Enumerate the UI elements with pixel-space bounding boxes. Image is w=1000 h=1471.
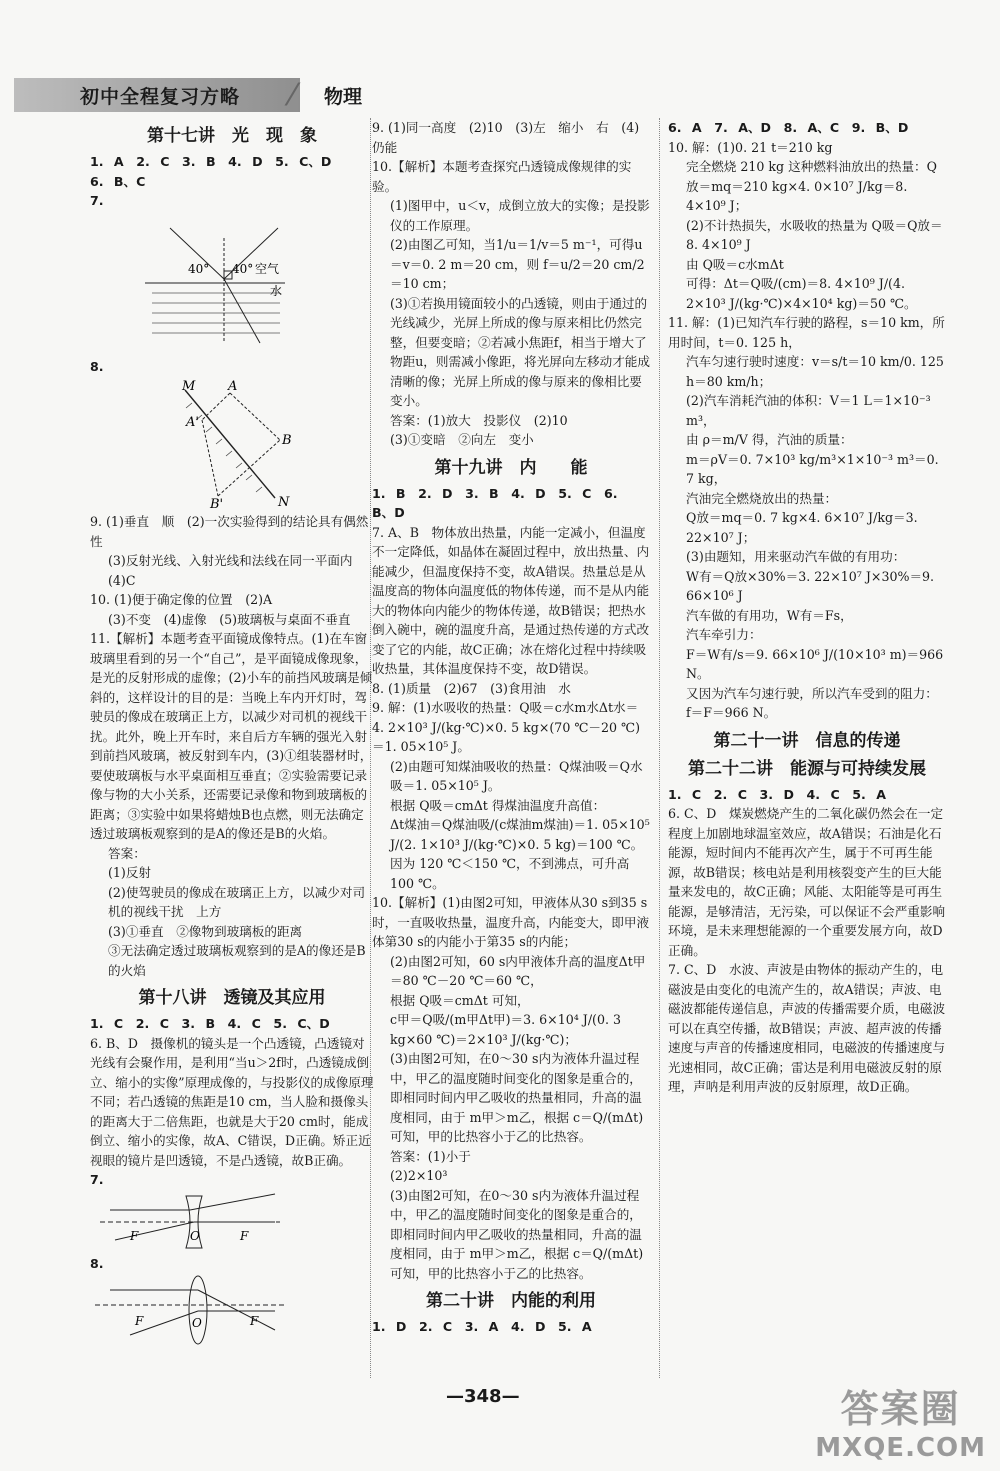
answer-text: 9. 解：(1)水吸收的热量：Q吸＝c水m水Δt水＝4. 2×10³ J/(kg·℃)×0. 5 kg×(70 ℃－20 ℃)＝1. 05×10⁵ J。 (372, 700, 641, 754)
answer-text: 11. 解：(1)已知汽车行驶的路程，s＝10 km，所用时间，t＝0. 125 h， (668, 315, 945, 350)
column-divider-2 (659, 118, 660, 1378)
answer-line: 1. C 2. C 3. B 4. C 5. C、D (90, 1016, 330, 1031)
answer-text: f＝F＝966 N。 (686, 705, 777, 720)
question-label: 8. (90, 358, 104, 374)
convex-lens-diagram (90, 1275, 290, 1345)
water-hatching (152, 293, 280, 333)
angle-label: 40° (232, 261, 254, 276)
answer-text: 完全燃烧 210 kg 这种燃料油放出的热量：Q放＝mq＝210 kg×4. 0×10⁷ J/kg＝8. 4×10⁹ J； (686, 159, 937, 213)
answer-text: Q放＝mq＝0. 7 kg×4. 6×10⁷ J/kg＝3. 22×10⁷ J； (686, 510, 918, 545)
answer-text: (2)由题可知煤油吸收的热量：Q煤油吸＝Q水吸＝1. 05×10⁵ J。 (390, 758, 643, 793)
answer-text: 因为 120 ℃＜150 ℃，不到沸点，可升高 100 ℃。 (390, 856, 630, 891)
light-ray (115, 1222, 194, 1240)
answer-line: 1. A 2. C 3. B 4. D 5. C、D (90, 154, 332, 169)
answer-label: 答案： (108, 845, 146, 861)
point-label: B' (210, 497, 224, 512)
answer-text: 9. (1)同一高度 (2)10 (3)左 缩小 右 (4)仍能 (372, 120, 640, 155)
point-label: M (182, 379, 196, 394)
answer-text: 答案：(1)小于 (390, 1148, 471, 1164)
question-label: 7. (90, 193, 104, 208)
answer-text: 汽车牵引力： (686, 627, 762, 642)
answer-text: ③无法确定透过玻璃板观察到的是A的像还是B的火焰 (108, 943, 366, 978)
answer-text: 又因为汽车匀速行驶，所以汽车受到的阻力： (686, 685, 938, 701)
answer-text: (3)不变 (4)虚像 (5)玻璃板与桌面不垂直 (108, 611, 351, 627)
answer-text: 10. (1)便于确定像的位置 (2)A (90, 592, 273, 607)
focus-label: F (130, 1228, 139, 1243)
answer-text: F＝W有/s＝9. 66×10⁶ J/(10×10³ m)＝966 N。 (686, 646, 944, 681)
answer-text: (3)由题知，用来驱动汽车做的有用功： (686, 549, 906, 564)
answer-line: 1. C 2. C 3. D 4. C 5. A (668, 786, 886, 802)
section-title-22: 第二十二讲 能源与可持续发展 (688, 758, 926, 779)
answer-text: 汽车做的有用功，W有＝Fs， (686, 607, 853, 623)
section-title-17: 第十七讲 光 现 象 (147, 126, 317, 146)
guide-line (230, 393, 280, 440)
point-label: A' (186, 415, 199, 430)
center-label: O (190, 1228, 200, 1243)
answer-text: (2)使驾驶员的像成在玻璃正上方，以减少对司机的视线干扰 上方 (108, 884, 366, 919)
answer-line: 1. D 2. C 3. A 4. D 5. A (372, 1319, 592, 1334)
watermark-url: MXQE.COM (815, 1433, 986, 1463)
answer-text: (3)由图2可知，在0～30 s内为液体升温过程中，甲乙的温度随时间变化的图象是重合的，即相同时间内甲乙吸收的热量相同，升高的温度相同，由于 m甲＞m乙，根据 c＝Q/(mΔt) 可知，甲的比热容小于乙的比热容。 (390, 1187, 644, 1281)
answer-text: (3)由图2可知，在0～30 s内为液体升温过程中，甲乙的温度随时间变化的图象是重合的，即相同时间内甲乙吸收的热量相同，升高的温度相同，由于 m甲＞m乙，根据 c＝Q/(mΔt) 可知，甲的比热容小于乙的比热容。 (390, 1051, 644, 1144)
answer-text: 7. A、B 物体放出热量，内能一定减小，但温度不一定降低，如晶体在凝固过程中，放出热量、内能减少，但温度保持不变，故A错误。热量总是从温度高的物体向温度低的物体传递，而不是从内能大的物体向内能少的物体传递，故B错误；把热水倒入碗中，碗的温度升高，是通过热传递的方式改变了它的内能，故C正确；冰在熔化过程中持续吸收热量，其体温度保持不变，故D错误。 (372, 524, 650, 676)
reflection-refraction-diagram (90, 213, 290, 353)
answer-text: 10. 解：(1)0. 21 t＝210 kg (668, 139, 833, 155)
answer-text: 根据 Q吸＝cmΔt 可知， (390, 992, 530, 1008)
answer-text: 9. (1)垂直 顺 (2)一次实验得到的结论具有偶然性 (90, 514, 369, 549)
column-2 (372, 118, 650, 1337)
answer-text: (2)2×10³ (390, 1168, 448, 1183)
page-header (14, 78, 364, 112)
answer-text: 7. C、D 水波、声波是由物体的振动产生的，电磁波是由变化的电流产生的，故A错误；声波、电磁波都能传递信息，声波的传播需要介质，电磁波可以在真空传播，故B错误；声波、超声波的传播速度与声音的传播速度相同，电磁波的传播速度与光速相同，故C正确；雷达是利用电磁波反射的原理，声呐是利用声波的反射原理，故D正确。 (668, 962, 946, 1094)
air-label: 空气 (255, 261, 280, 276)
angle-label: 40° (188, 261, 210, 276)
answer-text: (3)①变暗 ②向左 变小 (390, 432, 534, 447)
section-title-20: 第二十讲 内能的利用 (426, 1291, 596, 1311)
answer-line: 6. A 7. A、D 8. A、C 9. B、D (668, 120, 909, 135)
answer-text: (2)汽车消耗汽油的体积：V＝1 L＝1×10⁻³ m³， (686, 393, 931, 428)
answer-text: (3)反射光线、入射光线和法线在同一平面内 (4)C (108, 553, 366, 588)
answer-text: (1)反射 (108, 865, 152, 880)
answer-text: 6. B、D 摄像机的镜头是一个凸透镜，凸透镜对光线有会聚作用，是利用“当u＞2f时，凸透镜成倒立、缩小的实像”原理成像的，与投影仪的成像原理不同；若凸透镜的焦距是10 cm，当人脸和摄像头的距离大于二倍焦距，也就是大于20 cm时，能成倒立、缩小的实像，故A、C错误，D正确。矫正近视眼的镜片是凹透镜，不是凸透镜，故B正确。 (90, 1035, 374, 1168)
light-ray (198, 1290, 275, 1330)
answer-text: 6. C、D 煤炭燃烧产生的二氧化碳仍然会在一定程度上加剧地球温室效应，故A错误；石油是化石能源，短时间内不能再次产生，属于不可再生能源，故B错误；核电站是利用核裂变产生的巨大能量来发电的，故C正确；风能、太阳能等是可再生能源，是够清洁，无污染，可以保证不会严重影响环境，是未来理想能源的一个重要发展方向，故D正确。 (668, 806, 946, 958)
plane-mirror-diagram (90, 378, 292, 512)
answer-text: (2)由图2可知，60 s内甲液体升高的温度Δt甲＝80 ℃－20 ℃＝60 ℃， (390, 953, 646, 988)
section-title-19: 第十九讲 内 能 (434, 457, 588, 478)
column-1 (90, 118, 374, 1349)
answer-text: 汽车匀速行驶时速度：v＝s/t＝10 km/0. 125 h＝80 km/h； (686, 354, 944, 389)
page-number: —348— (446, 1386, 520, 1407)
answer-text: 可得：Δt＝Q吸/(cm)＝8. 4×10⁹ J/(4. 2×10³ J/(kg·℃)×4×10⁴ kg)＝50 ℃。 (686, 276, 917, 311)
guide-line (202, 420, 218, 496)
answer-text: 8. (1)质量 (2)67 (3)食用油 水 (372, 680, 571, 696)
answer-text: Δt煤油＝Q煤油吸/(c煤油m煤油)＝1. 05×10⁵ J/(2. 1×10³ J/(kg·℃)×0. 5 kg)＝100 ℃。 (390, 817, 650, 852)
answer-line: 1. B 2. D 3. B 4. D 5. C 6. B、D (372, 485, 618, 520)
water-label: 水 (270, 283, 283, 298)
answer-text: W有＝Q放×30%＝3. 22×10⁷ J×30%＝9. 66×10⁶ J (686, 568, 935, 603)
guide-line (218, 440, 280, 496)
answer-text: c甲＝Q吸/(m甲Δt甲)＝3. 6×10⁴ J/(0. 3 kg×60 ℃)＝2×10³ J/(kg·℃)； (390, 1012, 622, 1047)
answer-text: (2)由图乙可知，当1/u＝1/v＝5 m⁻¹，可得u＝v＝0. 2 m＝20 cm，则 f＝u/2＝20 cm/2＝10 cm； (390, 237, 645, 291)
answer-text: 由 ρ＝m/V 得，汽油的质量： (686, 432, 853, 447)
point-label: A (228, 379, 238, 394)
point-label: N (278, 495, 290, 510)
answer-text: (3)①垂直 ②像物到玻璃板的距离 (108, 923, 303, 939)
question-label: 8. (90, 1255, 104, 1271)
watermark-text: 答案圈 (840, 1387, 961, 1431)
answer-text: (2)不计热损失，水吸收的热量为 Q吸＝Q放＝8. 4×10⁹ J (686, 217, 943, 252)
book-title: 初中全程复习方略 (80, 86, 241, 108)
answer-text: 由 Q吸＝c水mΔt (686, 256, 784, 272)
subject-label: 物理 (324, 86, 363, 108)
watermark-logo (815, 1378, 986, 1463)
point-label: B (282, 433, 292, 448)
mirror-line (185, 390, 275, 498)
question-label: 7. (90, 1172, 104, 1187)
answer-text: 答案：(1)放大 投影仪 (2)10 (390, 412, 568, 428)
answer-text: m＝ρV＝0. 7×10³ kg/m³×1×10⁻³ m³＝0. 7 kg， (686, 451, 939, 486)
light-ray (190, 1194, 275, 1210)
answer-text: 10.【解析】(1)由图2可知，甲液体从30 s到35 s时，一直吸收热量，温度升高，内能变大，即甲液体第30 s的内能小于第35 s的内能； (372, 895, 650, 949)
center-label: O (192, 1316, 202, 1330)
convex-lens (189, 1276, 207, 1344)
answer-text: 汽油完全燃烧放出的热量： (686, 490, 838, 506)
section-title-18: 第十八讲 透镜及其应用 (138, 988, 326, 1008)
header-slash-decoration: ⁄ (290, 78, 296, 113)
focus-label: F (250, 1314, 259, 1328)
answer-text: (3)①若换用镜面较小的凸透镜，则由于通过的光线减少，光屏上所成的像与原来相比仍然完整，但要变暗；②若减小焦距f，相当于增大了物距u，则需减小像距，将光屏向左移动才能成清晰的像；光屏上所成的像与原来的像相比要变小。 (390, 295, 650, 408)
concave-lens-diagram (90, 1192, 290, 1250)
column-3 (668, 118, 946, 1097)
answer-line: 6. B、C (90, 173, 146, 189)
focus-label: F (135, 1314, 144, 1328)
answer-text: 根据 Q吸＝cmΔt 得煤油温度升高值： (390, 797, 606, 813)
answer-text: (1)图甲中，u＜v，成倒立放大的实像；是投影仪的工作原理。 (390, 198, 650, 233)
section-title-21: 第二十一讲 信息的传递 (713, 730, 901, 751)
answer-text: 10.【解析】本题考查探究凸透镜成像规律的实验。 (372, 159, 632, 194)
answer-text: 11.【解析】本题考查平面镜成像特点。(1)在车窗玻璃里看到的另一个“自己”，是平面镜成像现象，是光的反射形成的虚像；(2)小车的前挡风玻璃是倾斜的，这样设计的目的是：当晚上车内开灯时，驾驶员的像成在玻璃正上方，以减少对司机的视线干扰。此外，晚上开车时，来自后方车辆的强光入射到前挡风玻璃，被反射到车内，(3)①组装器材时，要使玻璃板与水平桌面相互垂直；②实验需要记录像与物的大小关系，还需要记录像和物到玻璃板的距离；③实验中如果将蜡烛B也点燃，则无法确定透过玻璃板观察到的是A的像还是B的火焰。 (90, 631, 373, 841)
focus-label: F (240, 1228, 249, 1243)
